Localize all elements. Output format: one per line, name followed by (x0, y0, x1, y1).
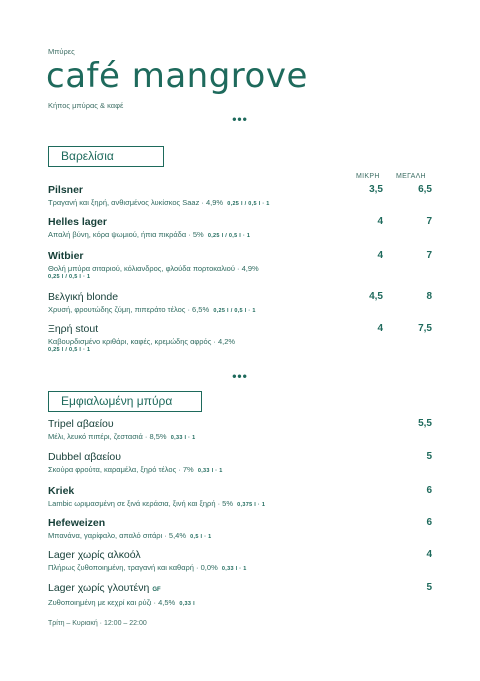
price: 6 (426, 485, 432, 496)
item-sizes: 0,25 l / 0,5 l · 1 (48, 347, 91, 353)
item-desc-text: Τραγανή και ξηρή, ανθισμένος λυκίσκος Saaz · 4,9% (48, 198, 224, 207)
price-large: 6,5 (418, 184, 432, 195)
item-sizes: 0,25 l / 0,5 l · 1 (48, 274, 91, 280)
price: 4 (426, 549, 432, 560)
item-description (48, 562, 434, 575)
item-desc-text: Lambic ωριμασμένη σε ξινά κεράσια, ξινή και ξηρή · 5% (48, 499, 233, 508)
item-sizes: 0,25 l / 0,5 l · 1 (227, 201, 270, 207)
item-description (48, 530, 434, 543)
item-desc-text: Σκούρα φρούτα, καραμέλα, ξηρό τέλος · 7% (48, 465, 194, 474)
price-small: 4 (377, 323, 383, 334)
bottled-item (48, 418, 434, 444)
item-desc-text: Μπανάνα, γαρίφαλο, απαλό σιτάρι · 5,4% (48, 531, 186, 540)
bottled-item (48, 451, 434, 477)
section-title-bottled: Εμφιαλωμένη μπύρα (48, 391, 202, 412)
price-small: 4 (377, 216, 383, 227)
item-sizes: 0,33 l · 1 (221, 566, 247, 572)
item-name: Ξηρή stout (48, 323, 99, 335)
item-description (48, 304, 434, 317)
column-header-large: ΜΕΓΑΛΗ (396, 173, 426, 180)
item-name: Pilsner (48, 184, 84, 196)
price: 6 (426, 517, 432, 528)
item-description: Θολή μπύρα σιταριού, κόλιανδρος, φλούδα πορτοκαλιού · 4,9% (48, 264, 259, 273)
item-description (48, 431, 434, 444)
item-description (48, 597, 434, 610)
bottled-item (48, 582, 434, 610)
item-description (48, 498, 434, 511)
price-large: 7 (426, 250, 432, 261)
item-desc-text: Πλήρως ζυθοποιημένη, τραγανή και καθαρή · 0,0% (48, 563, 218, 572)
dots-divider-icon: ••• (232, 112, 248, 126)
opening-hours: Τρίτη – Κυριακή · 12:00 – 22:00 (48, 620, 147, 627)
bottled-item (48, 549, 434, 575)
item-desc-text: Απαλή βύνη, κόρα ψωμιού, ήπια πικράδα · 5% (48, 230, 204, 239)
item-name: Dubbel αβαείου (48, 451, 121, 463)
price-small: 4 (377, 250, 383, 261)
page-title: café mangrove (46, 56, 308, 96)
item-sizes: 0,5 l · 1 (190, 534, 212, 540)
price-large: 7,5 (418, 323, 432, 334)
item-description (48, 229, 434, 242)
price-large: 8 (426, 291, 432, 302)
item-name-text: Lager χωρίς γλουτένη (48, 582, 150, 594)
item-sizes: 0,33 l · 1 (197, 468, 223, 474)
item-sizes: 0,33 l · 1 (170, 435, 196, 441)
bottled-item (48, 517, 434, 543)
item-name: Witbier (48, 250, 84, 262)
item-name: Helles lager (48, 216, 107, 228)
tagline: Κήπος μπύρας & καφέ (48, 101, 124, 110)
section-title-draft: Βαρελίσια (48, 146, 164, 167)
price-large: 7 (426, 216, 432, 227)
menu-eyebrow: Μπύρες (48, 47, 75, 56)
item-sizes: 0,33 l (179, 601, 195, 607)
price: 5 (426, 451, 432, 462)
dots-divider-icon: ••• (232, 369, 248, 383)
item-name: Lager χωρίς αλκοόλ (48, 549, 141, 561)
item-name: Kriek (48, 485, 75, 497)
bottled-item (48, 485, 434, 511)
price-small: 3,5 (369, 184, 383, 195)
gluten-free-badge: GF (152, 587, 161, 593)
item-name: Tripel αβαείου (48, 418, 114, 430)
item-description: Καβουρδισμένο κριθάρι, καφές, κρεμώδης αφρός · 4,2% (48, 337, 236, 346)
price: 5 (426, 582, 432, 593)
item-sizes: 0,375 l · 1 (237, 502, 266, 508)
item-name (48, 582, 434, 596)
item-name: Βελγική blonde (48, 291, 119, 303)
column-header-small: ΜΙΚΡΗ (356, 173, 380, 180)
item-desc-text: Μέλι, λευκό πιπέρι, ζεστασιά · 8,5% (48, 432, 167, 441)
item-description (48, 197, 434, 210)
item-desc-text: Ζυθοποιημένη με κεχρί και ρύζι · 4,5% (48, 598, 176, 607)
item-description (48, 464, 434, 477)
item-desc-text: Χρυσή, φρουτώδης ζύμη, πιπεράτο τέλος · 6,5% (48, 305, 210, 314)
price: 5,5 (418, 418, 432, 429)
price-small: 4,5 (369, 291, 383, 302)
item-name: Hefeweizen (48, 517, 106, 529)
item-sizes: 0,25 l / 0,5 l · 1 (207, 233, 251, 239)
item-sizes: 0,25 l / 0,5 l · 1 (213, 308, 256, 314)
